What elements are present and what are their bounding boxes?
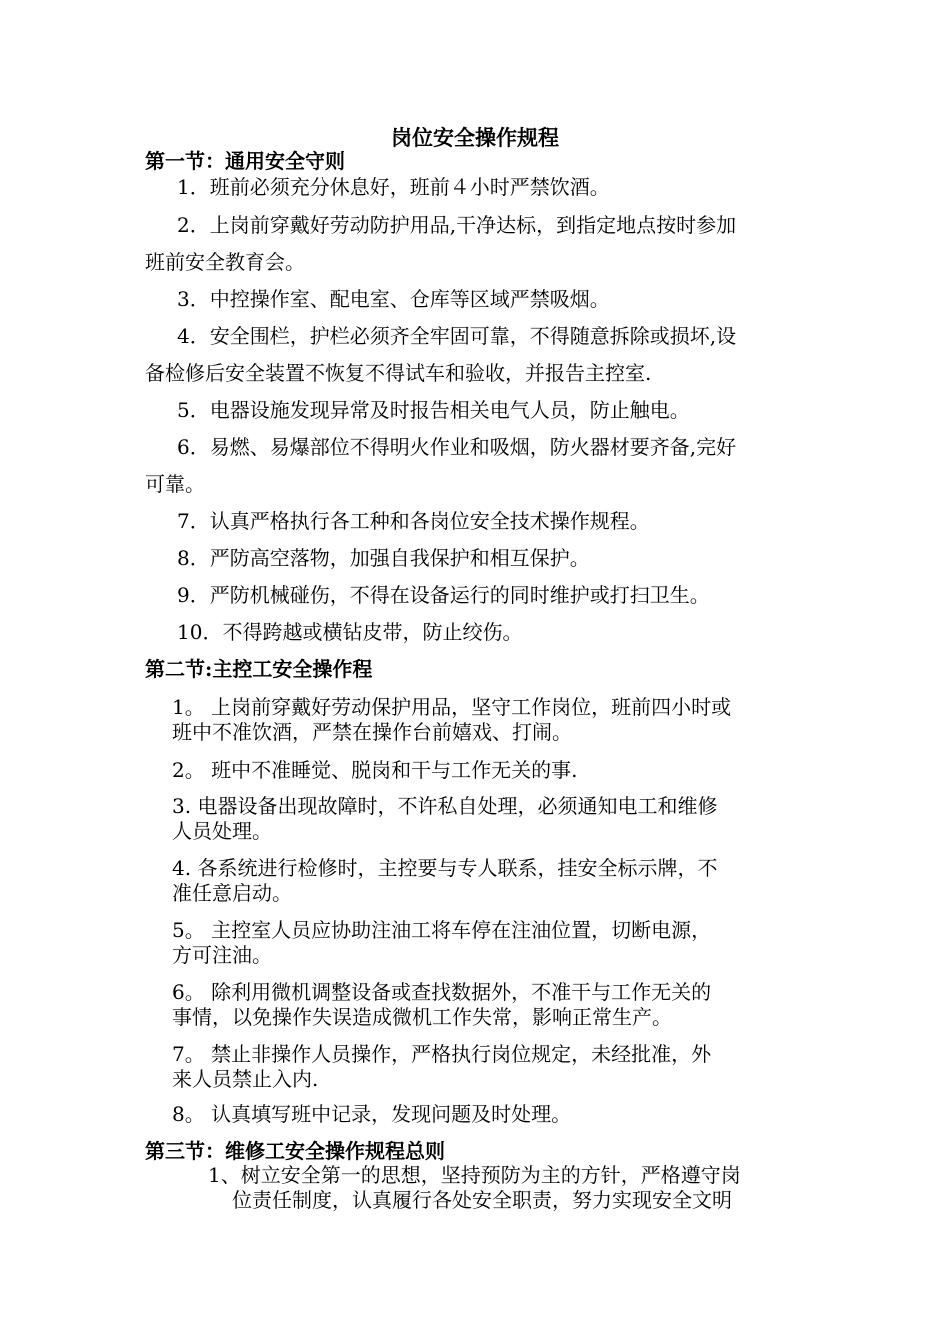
section-2-line: 1。 上岗前穿戴好劳动保护用品，坚守工作岗位，班前四小时或 <box>172 695 732 719</box>
section-1-heading: 第一节：通用安全守则 <box>145 149 345 173</box>
section-2-line: 3. 电器设备出现故障时，不许私自处理，必须通知电工和维修 <box>172 794 718 818</box>
section-2-line: 5。 主控室人员应协助注油工将车停在注油位置，切断电源， <box>172 918 712 942</box>
section-2-heading: 第二节:主控工安全操作程 <box>145 657 373 681</box>
section-1-line: 备检修后安全装置不恢复不得试车和验收，并报告主控室. <box>145 361 652 385</box>
section-2-line: 7。 禁止非操作人员操作，严格执行岗位规定，未经批准，外 <box>172 1042 712 1066</box>
section-2-line: 事情，以免操作失误造成微机工作失常，影响正常生产。 <box>172 1005 672 1029</box>
document-title: 岗位安全操作规程 <box>391 125 559 150</box>
section-2-line: 人员处理。 <box>172 819 272 843</box>
section-1-line: 8．严防高空落物，加强自我保护和相互保护。 <box>177 546 590 570</box>
section-1-line: 5．电器设施发现异常及时报告相关电气人员，防止触电。 <box>177 398 690 422</box>
section-2-line: 4. 各系统进行检修时，主控要与专人联系，挂安全标示牌，不 <box>172 856 718 880</box>
section-1-line: 10．不得跨越或横钻皮带，防止绞伤。 <box>177 620 523 644</box>
section-1-line: 6．易燃、易爆部位不得明火作业和吸烟，防火器材要齐备,完好 <box>177 435 737 459</box>
section-1-line: 2．上岗前穿戴好劳动防护用品,干净达标，到指定地点按时参加 <box>177 213 737 237</box>
section-1-line: 4．安全围栏，护栏必须齐全牢固可靠，不得随意拆除或损坏,设 <box>177 324 737 348</box>
section-2-line: 6。 除利用微机调整设备或查找数据外，不准干与工作无关的 <box>172 980 712 1004</box>
section-2-line: 8。 认真填写班中记录，发现问题及时处理。 <box>172 1102 572 1126</box>
section-2-line: 方可注油。 <box>172 943 272 967</box>
section-1-line: 7．认真严格执行各工种和各岗位安全技术操作规程。 <box>177 509 650 533</box>
section-1-line: 9．严防机械碰伤，不得在设备运行的同时维护或打扫卫生。 <box>177 583 710 607</box>
section-3-line: 1、树立安全第一的思想，坚持预防为主的方针，严格遵守岗 <box>208 1163 741 1187</box>
section-1-line: 可靠。 <box>145 472 205 496</box>
section-3-line: 位责任制度，认真履行各处安全职责，努力实现安全文明 <box>232 1188 732 1212</box>
section-2-line: 来人员禁止入内. <box>172 1067 319 1091</box>
section-1-line: 1．班前必须充分休息好，班前４小时严禁饮酒。 <box>177 175 610 199</box>
section-1-line: 班前安全教育会。 <box>145 250 305 274</box>
section-3-heading: 第三节：维修工安全操作规程总则 <box>145 1139 445 1163</box>
section-2-line: 准任意启动。 <box>172 881 292 905</box>
section-2-line: 班中不准饮酒，严禁在操作台前嬉戏、打闹。 <box>172 720 572 744</box>
section-1-line: 3．中控操作室、配电室、仓库等区域严禁吸烟。 <box>177 287 610 311</box>
section-2-line: 2。 班中不准睡觉、脱岗和干与工作无关的事. <box>172 758 578 782</box>
